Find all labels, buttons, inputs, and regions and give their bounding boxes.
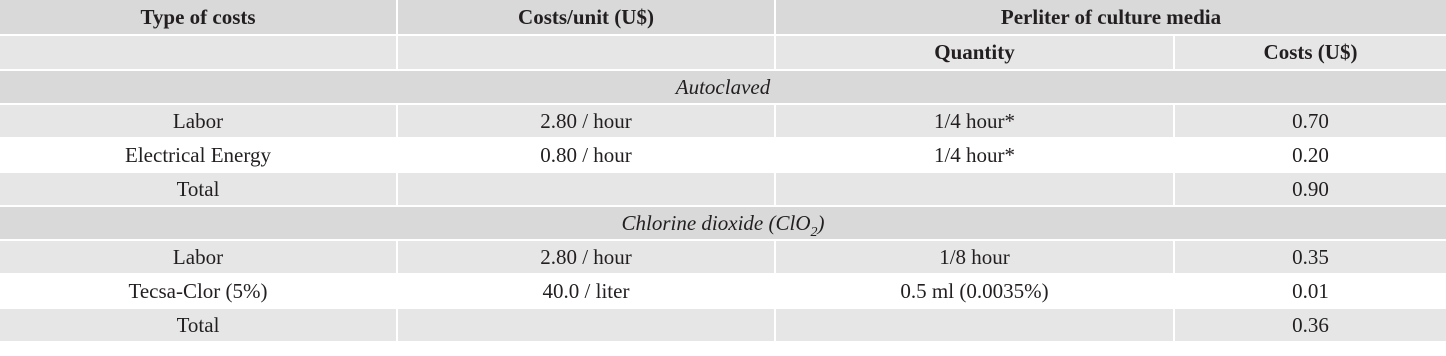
cell-type: Electrical Energy <box>0 138 397 172</box>
cell-cost: 0.90 <box>1174 172 1446 206</box>
cell-type: Total <box>0 172 397 206</box>
cell-unit-cost <box>397 172 775 206</box>
cell-type: Labor <box>0 240 397 274</box>
cell-quantity: 0.5 ml (0.0035%) <box>775 274 1174 308</box>
cell-quantity: 1/4 hour* <box>775 104 1174 138</box>
section-title-chlorine-dioxide <box>0 206 1446 240</box>
cell-type: Total <box>0 308 397 341</box>
section-title-subscript: 2 <box>810 224 818 240</box>
table-row <box>0 138 1446 172</box>
cell-unit-cost: 2.80 / hour <box>397 104 775 138</box>
subheader-empty-1 <box>0 35 397 70</box>
cell-unit-cost <box>397 308 775 341</box>
cell-cost: 0.35 <box>1174 240 1446 274</box>
header-type-of-costs: Type of costs <box>0 0 397 35</box>
cell-quantity <box>775 308 1174 341</box>
cell-cost: 0.20 <box>1174 138 1446 172</box>
cell-quantity: 1/8 hour <box>775 240 1174 274</box>
cell-unit-cost: 0.80 / hour <box>397 138 775 172</box>
cell-quantity <box>775 172 1174 206</box>
header-row <box>0 0 1446 35</box>
subheader-costs: Costs (U$) <box>1174 35 1446 70</box>
subheader-quantity: Quantity <box>775 35 1174 70</box>
cell-cost: 0.01 <box>1174 274 1446 308</box>
cell-type: Labor <box>0 104 397 138</box>
cell-unit-cost: 40.0 / liter <box>397 274 775 308</box>
section-row-chlorine-dioxide <box>0 206 1446 240</box>
cell-type: Tecsa-Clor (5%) <box>0 274 397 308</box>
subheader-row <box>0 35 1446 70</box>
header-per-liter: Perliter of culture media <box>775 0 1446 35</box>
subheader-empty-2 <box>397 35 775 70</box>
table-row-total <box>0 172 1446 206</box>
section-title-autoclaved: Autoclaved <box>0 70 1446 104</box>
cell-quantity: 1/4 hour* <box>775 138 1174 172</box>
header-costs-per-unit: Costs/unit (U$) <box>397 0 775 35</box>
cell-cost: 0.70 <box>1174 104 1446 138</box>
cell-unit-cost: 2.80 / hour <box>397 240 775 274</box>
table-row-total <box>0 308 1446 341</box>
section-title-prefix: Chlorine dioxide (ClO <box>621 210 811 235</box>
table-row <box>0 274 1446 308</box>
table-row <box>0 240 1446 274</box>
table-row <box>0 104 1446 138</box>
cell-cost: 0.36 <box>1174 308 1446 341</box>
section-row-autoclaved <box>0 70 1446 104</box>
section-title-suffix: ) <box>817 210 825 235</box>
